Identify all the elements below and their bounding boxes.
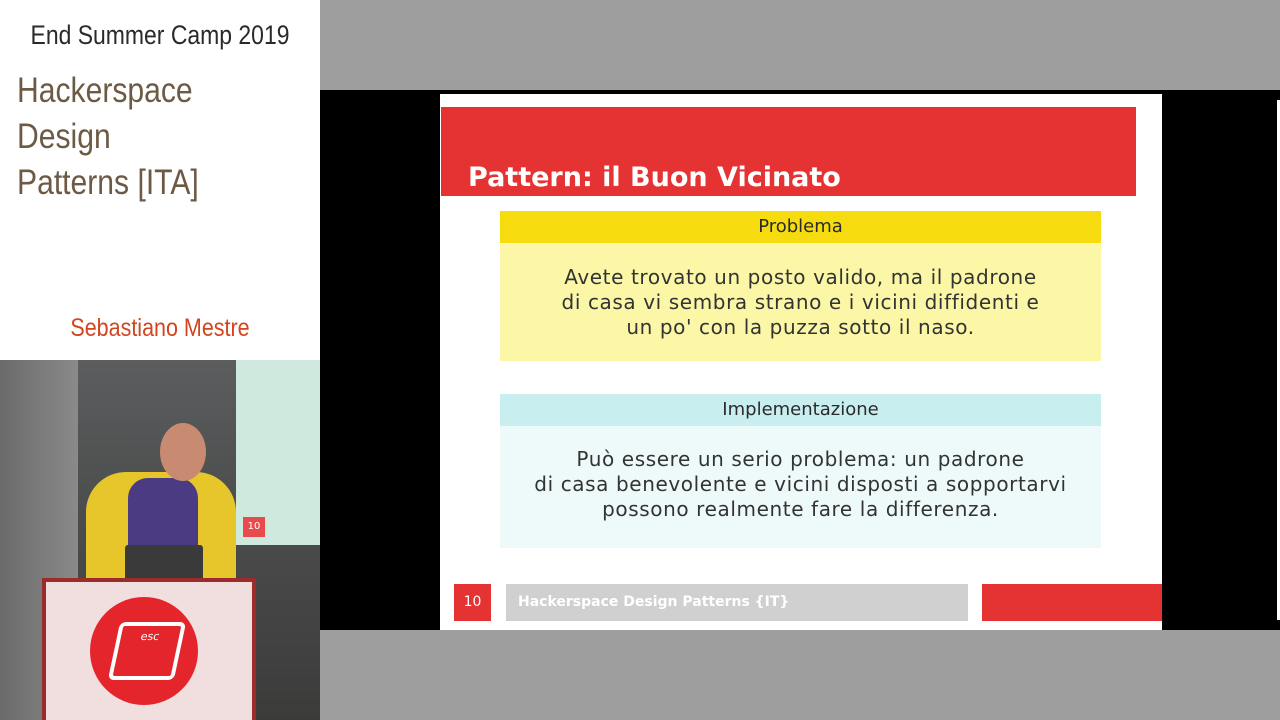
speaker-camera-feed: [0, 360, 320, 720]
speaker-head: [160, 423, 206, 481]
problem-line-3: un po' con la puzza sotto il naso.: [626, 315, 975, 339]
event-name: End Summer Camp 2019: [30, 20, 290, 50]
talk-info-panel: [0, 0, 320, 360]
problem-line-2: di casa vi sembra strano e i vicini diffidenti e: [561, 290, 1040, 314]
implementation-line-2: di casa benevolente e vicini disposti a sopportarvi: [534, 472, 1067, 496]
implementation-block-body: [500, 426, 1101, 548]
esc-key-icon: esc: [108, 622, 186, 680]
presentation-slide: [440, 94, 1162, 630]
speaker-name: Sebastiano Mestre: [70, 314, 250, 342]
problem-line-1: Avete trovato un posto valido, ma il padrone: [564, 265, 1037, 289]
implementation-block-heading: Implementazione: [500, 394, 1101, 426]
slide-footer-title: Hackerspace Design Patterns {IT}: [506, 584, 968, 621]
talk-title-line-2: Patterns [ITA]: [17, 163, 199, 202]
implementation-line-1: Può essere un serio problema: un padrone: [576, 447, 1025, 471]
slide-title: Pattern: il Buon Vicinato: [468, 162, 841, 193]
camera-screen-badge: 10: [243, 517, 265, 537]
talk-title-line-1: Hackerspace Design: [17, 71, 193, 156]
problem-block-heading: Problema: [500, 211, 1101, 243]
slide-page-number: 10: [454, 584, 491, 621]
problem-block-body: [500, 244, 1101, 361]
implementation-line-3: possono realmente fare la differenza.: [602, 497, 999, 521]
slide-header: [441, 107, 1136, 196]
slide-footer-accent: [982, 584, 1162, 621]
talk-title: [17, 68, 292, 206]
